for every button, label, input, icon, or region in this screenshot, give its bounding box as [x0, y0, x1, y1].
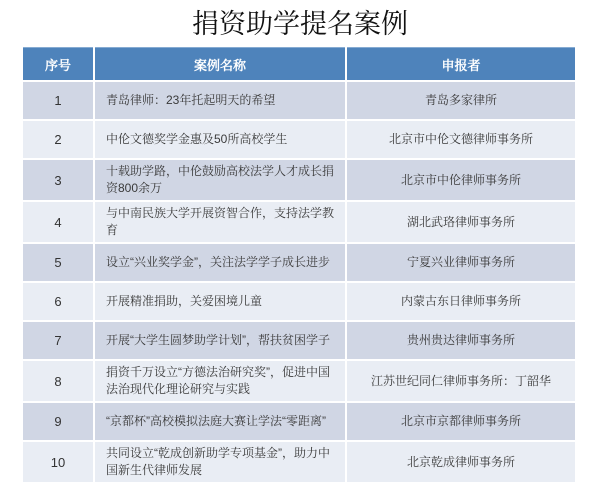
- cell-applicant: 宁夏兴业律师事务所: [347, 244, 575, 281]
- table-row: [23, 442, 575, 482]
- cell-case-name: 中伦文德奖学金惠及50所高校学生: [95, 121, 345, 158]
- cell-case-name: 捐资千万设立“方德法治研究奖”，促进中国法治现代化理论研究与实践: [95, 361, 345, 401]
- cell-applicant: 北京乾成律师事务所: [347, 442, 575, 482]
- cell-applicant: 内蒙古东日律师事务所: [347, 283, 575, 320]
- cell-applicant: 贵州贵达律师事务所: [347, 322, 575, 359]
- cell-index: 3: [23, 160, 93, 200]
- page-title: 捐资助学提名案例: [192, 9, 408, 39]
- cell-index: 9: [23, 403, 93, 440]
- table-row: [23, 202, 575, 242]
- cell-applicant: 北京市京都律师事务所: [347, 403, 575, 440]
- cell-case-name: 共同设立“乾成创新助学专项基金”，助力中国新生代律师发展: [95, 442, 345, 482]
- cell-applicant: 北京市中伦律师事务所: [347, 160, 575, 200]
- cell-index: 4: [23, 202, 93, 242]
- table-row: [23, 283, 575, 320]
- table-row: [23, 361, 575, 401]
- cell-case-name: “京都杯”高校模拟法庭大赛让学法“零距离”: [95, 403, 345, 440]
- cell-case-name: 十载助学路，中伦鼓励高校法学人才成长捐资800余万: [95, 160, 345, 200]
- cell-case-name: 青岛律师：23年托起明天的希望: [95, 82, 345, 119]
- cell-index: 6: [23, 283, 93, 320]
- cell-index: 1: [23, 82, 93, 119]
- table-row: [23, 244, 575, 281]
- table-row: [23, 403, 575, 440]
- header-case-name: 案例名称: [95, 47, 345, 80]
- cases-table: [21, 45, 577, 484]
- cell-case-name: 设立“兴业奖学金”，关注法学学子成长进步: [95, 244, 345, 281]
- cell-case-name: 与中南民族大学开展资智合作，支持法学教育: [95, 202, 345, 242]
- table-row: [23, 160, 575, 200]
- cell-applicant: 青岛多家律所: [347, 82, 575, 119]
- table-header: [23, 47, 575, 80]
- cell-applicant: 江苏世纪同仁律师事务所：丁韶华: [347, 361, 575, 401]
- table-row: [23, 322, 575, 359]
- cell-index: 5: [23, 244, 93, 281]
- table-row: [23, 121, 575, 158]
- header-index: 序号: [23, 47, 93, 80]
- cell-case-name: 开展“大学生圆梦助学计划”，帮扶贫困学子: [95, 322, 345, 359]
- header-applicant: 申报者: [347, 47, 575, 80]
- cell-applicant: 北京市中伦文德律师事务所: [347, 121, 575, 158]
- cell-case-name: 开展精准捐助，关爱困境儿童: [95, 283, 345, 320]
- cell-index: 7: [23, 322, 93, 359]
- cell-index: 2: [23, 121, 93, 158]
- cell-index: 8: [23, 361, 93, 401]
- table-row: [23, 82, 575, 119]
- cell-index: 10: [23, 442, 93, 482]
- cell-applicant: 湖北武珞律师事务所: [347, 202, 575, 242]
- table-body: [23, 82, 575, 482]
- header-row: [23, 47, 575, 80]
